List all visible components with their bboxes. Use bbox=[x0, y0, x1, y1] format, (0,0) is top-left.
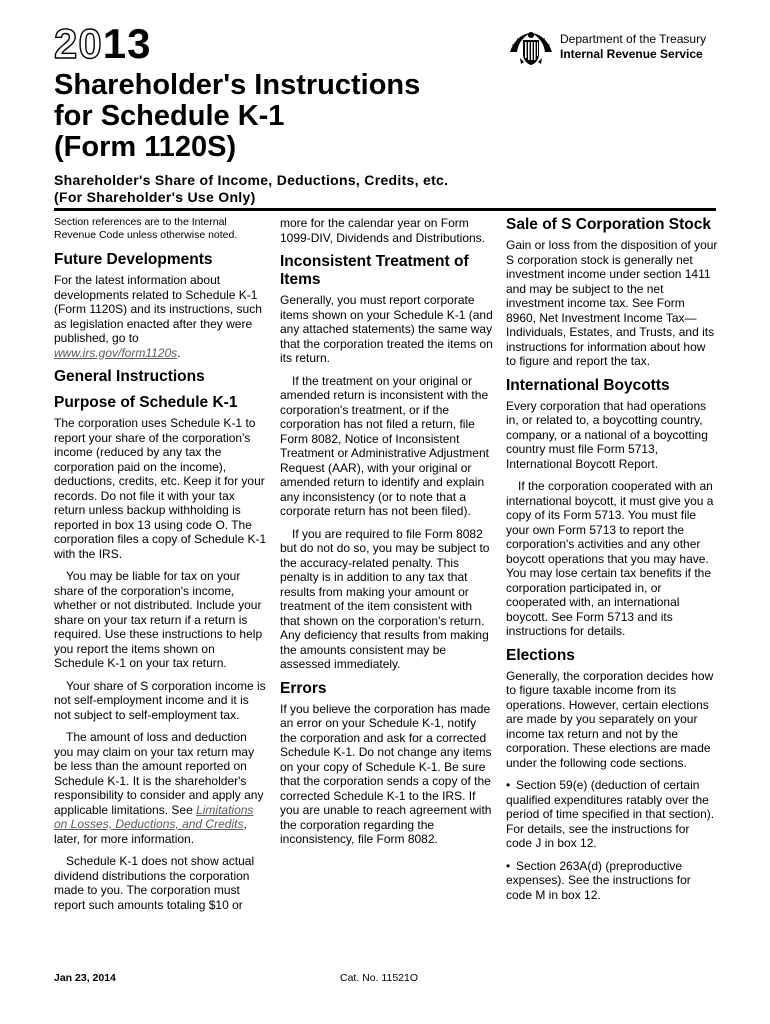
purpose-paragraph-3: Your share of S corporation income is not self-employment income and it is not subject to self-employment tax. bbox=[54, 678, 266, 722]
future-developments-text: For the latest information about developments related to Schedule K-1 (Form 1120S) and its instructions, such as legislation enacted after they were published, go to www.irs.gov/form1120s. bbox=[54, 273, 262, 360]
elections-bullet-1: • Section 59(e) (deduction of certain qualified expenditures ratably over the period of time specified in that section). For details, see the instructions for code J in box 12. bbox=[506, 778, 715, 850]
year-outline-digits: 20 bbox=[54, 20, 103, 67]
inconsistent-treatment-heading: Inconsistent Treatment of Items bbox=[280, 253, 469, 288]
agency-block bbox=[508, 28, 748, 68]
continued-paragraph: more for the calendar year on Form 1099-DIV, Dividends and Distributions. bbox=[280, 216, 486, 245]
future-developments-heading: Future Developments bbox=[54, 251, 213, 268]
sale-of-stock-heading: Sale of S Corporation Stock bbox=[506, 216, 711, 233]
form-year bbox=[54, 22, 151, 66]
elections-paragraph-1: Generally, the corporation decides how to figure taxable income from its operations. However, certain elections are made by you separately on your income tax return and not by the corporation. These elections are made under the following code sections. bbox=[506, 668, 714, 770]
errors-heading: Errors bbox=[280, 679, 327, 697]
boycott-paragraph-2: If the corporation cooperated with an international boycott, it must give you a copy of its Form 5713. You must file your own Form 5713 to report the corporation's activities and any other boycott operations that you may have. You may lose certain tax benefits if the corporation participated in, or cooperated with, an international boycott. See Form 5713 and its instructions for details. bbox=[506, 479, 714, 638]
inconsistent-paragraph-2: If the treatment on your original or amended return is inconsistent with the corporation's treatment, or if the corporation has not filed a return, file Form 8082, Notice of Inconsistent Treatment or Administrative Adjustment Request (AAR), with your original or amended return to identify and explain any inconsistency (or to note that a corporate return has not been filed). bbox=[280, 373, 489, 518]
section-reference-note: Section references are to the Internal Revenue Code unless otherwise noted. bbox=[54, 216, 238, 241]
purpose-heading: Purpose of Schedule K-1 bbox=[54, 394, 238, 411]
column-2 bbox=[280, 216, 494, 855]
column-3 bbox=[506, 216, 718, 910]
form1120s-link[interactable]: www.irs.gov/form1120s bbox=[54, 345, 178, 360]
general-instructions-heading: General Instructions bbox=[54, 368, 205, 385]
title-line-1: Shareholder's Instructions bbox=[54, 69, 421, 101]
boycott-paragraph-1: Every corporation that had operations in, or related to, a boycotting country, company, or a national of a boycotting country must file Form 5713, International Boycott Report. bbox=[506, 398, 708, 471]
title-line-2: for Schedule K-1 bbox=[54, 100, 285, 132]
title-line-3: (Form 1120S) bbox=[54, 131, 237, 163]
elections-heading: Elections bbox=[506, 646, 575, 664]
document-title bbox=[54, 70, 674, 163]
treasury-eagle-logo bbox=[508, 28, 554, 68]
subtitle-line-2: (For Shareholder's Use Only) bbox=[54, 189, 256, 205]
document-subtitle bbox=[54, 172, 654, 206]
subtitle-line-1: Shareholder's Share of Income, Deductions, Credits, etc. bbox=[54, 172, 449, 188]
inconsistent-paragraph-3: If you are required to file Form 8082 but do not do so, you may be subject to the accuracy-related penalty. This penalty is in addition to any tax that results from making your amount or treatment of the item consistent with that shown on the corporation's return. Any deficiency that results from making the amounts consistent may be assessed immediately. bbox=[280, 526, 490, 671]
agency-department: Department of the Treasury bbox=[560, 32, 707, 46]
purpose-paragraph-2: You may be liable for tax on your share of the corporation's income, whether or not distributed. Include your share on your tax return if a return is required. Use these instructions to help you report the items shown on Schedule K-1 on your tax return. bbox=[54, 569, 263, 670]
purpose-paragraph-5: Schedule K-1 does not show actual dividend distributions the corporation made to you. The corporation must report such amounts totaling $10 or bbox=[54, 854, 255, 912]
sale-paragraph-1: Gain or loss from the disposition of your S corporation stock is generally net investment income under section 1411 and may be subject to the net investment income tax. See Form 8960, Net Investment Income Tax—Individuals, Estates, and Trusts, and its instructions for information about how to figure and report the tax. bbox=[506, 238, 718, 368]
bullet-icon: • bbox=[506, 778, 511, 792]
footer-date: Jan 23, 2014 bbox=[54, 972, 116, 984]
column-1 bbox=[54, 216, 268, 920]
year-bold-digits: 13 bbox=[102, 20, 152, 67]
inconsistent-paragraph-1: Generally, you must report corporate items shown on your Schedule K-1 (and any attached statements) the same way that the corporation treated the items on its return. bbox=[280, 293, 493, 365]
purpose-paragraph-1: The corporation uses Schedule K-1 to report your share of the corporation's income (reduced by any tax the corporation paid on the income), deductions, credits, etc. Keep it for your records. Do not file it with your tax return unless backup withholding is reported in box 13 using code O. The corporation files a copy of Schedule K-1 with the IRS. bbox=[54, 416, 267, 561]
header-rule bbox=[54, 208, 716, 211]
errors-paragraph-1: If you believe the corporation has made an error on your Schedule K-1, notify the corporation and ask for a corrected Schedule K-1. Do not change any items on your copy of Schedule K-1. Be sure that the corporation sends a copy of the corrected Schedule K-1 to the IRS. If you are unable to reach agreement with the corporation regarding the inconsistency, file Form 8082. bbox=[280, 701, 492, 846]
international-boycotts-heading: International Boycotts bbox=[506, 376, 670, 394]
footer-catalog-number: Cat. No. 11521O bbox=[340, 972, 419, 984]
agency-irs: Internal Revenue Service bbox=[560, 47, 703, 61]
bullet-icon: • bbox=[506, 858, 511, 873]
purpose-paragraph-4: The amount of loss and deduction you may claim on your tax return may be less than the amount reported on Schedule K-1. It is the shareholder's responsibility to consider and apply any applicable limitations. See Limitations on Losses, Deductions, and Credits, later, for more information. bbox=[54, 730, 264, 846]
limitations-link[interactable]: Limitations on Losses, Deductions, and Credits bbox=[54, 802, 254, 831]
elections-bullet-2: • Section 263A(d) (preproductive expenses). See the instructions for code M in box 12. bbox=[506, 858, 691, 902]
